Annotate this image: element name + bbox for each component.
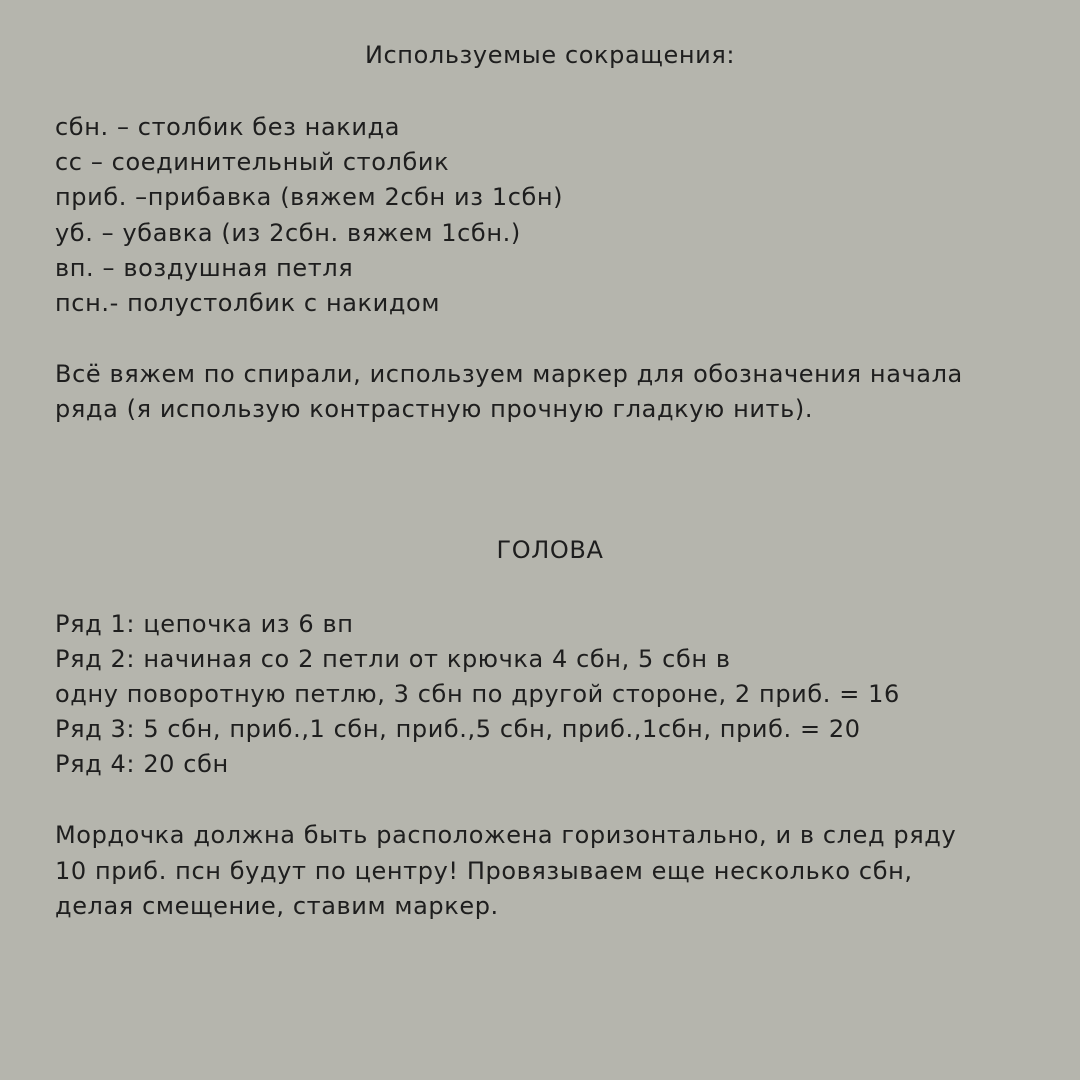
- pattern-row: Ряд 4: 20 сбн: [55, 750, 229, 779]
- pattern-row: одну поворотную петлю, 3 сбн по другой стороне, 2 приб. = 16: [55, 679, 900, 708]
- abbreviations-list: [55, 110, 1045, 321]
- abbreviation-item: уб. – убавка (из 2сбн. вяжем 1сбн.): [55, 218, 521, 247]
- muzzle-line: 10 приб. псн будут по центру! Провязываем еще несколько сбн,: [55, 856, 913, 885]
- muzzle-note: [55, 818, 1045, 924]
- pattern-row: Ряд 2: начиная со 2 петли от крючка 4 сбн, 5 сбн в: [55, 644, 731, 673]
- pattern-row: Ряд 1: цепочка из 6 вп: [55, 609, 354, 638]
- pattern-row: Ряд 3: 5 сбн, приб.,1 сбн, приб.,5 сбн, приб.,1сбн, приб. = 20: [55, 715, 861, 744]
- spiral-note: [55, 357, 1045, 427]
- note-line: ряда (я использую контрастную прочную гладкую нить).: [55, 395, 814, 424]
- abbreviations-title: Используемые сокращения:: [364, 41, 736, 69]
- note-line: Всё вяжем по спирали, используем маркер для обозначения начала: [55, 360, 963, 389]
- muzzle-line: делая смещение, ставим маркер.: [55, 891, 499, 920]
- document-page: [55, 38, 1045, 924]
- abbreviation-item: приб. –прибавка (вяжем 2сбн из 1сбн): [55, 183, 564, 212]
- muzzle-line: Мордочка должна быть расположена горизонтально, и в след ряду: [55, 821, 957, 850]
- abbreviation-item: вп. – воздушная петля: [55, 253, 354, 282]
- head-section-title: ГОЛОВА: [496, 535, 604, 564]
- abbreviation-item: псн.- полустолбик с накидом: [55, 288, 441, 317]
- head-rows: [55, 607, 1045, 783]
- abbreviation-item: сс – соединительный столбик: [55, 148, 450, 177]
- abbreviation-item: сбн. – столбик без накида: [55, 113, 401, 141]
